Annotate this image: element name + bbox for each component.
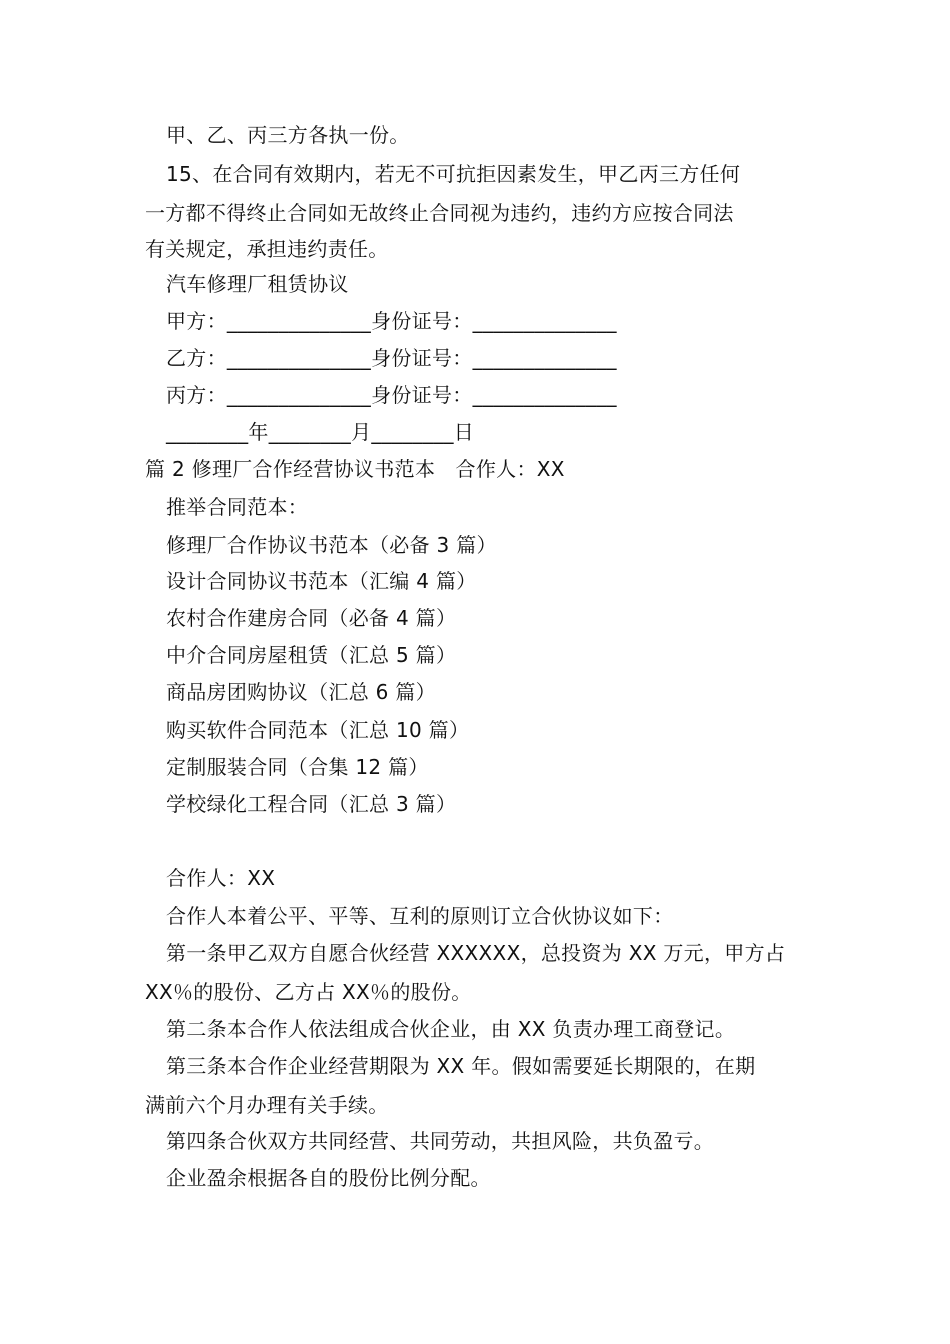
text-line: 第一条甲乙双方自愿合伙经营 XXXXXX，总投资为 XX 万元，甲方占 [166,941,786,965]
text-line: 汽车修理厂租赁协议 [166,272,349,296]
text-line: ________年________月________日 [166,420,475,444]
list-item: 设计合同协议书范本（汇编 4 篇） [166,569,477,593]
text-line: 合作人本着公平、平等、互利的原则订立合伙协议如下： [166,904,674,928]
list-item: 学校绿化工程合同（汇总 3 篇） [166,792,457,816]
text-line: 一方都不得终止合同如无故终止合同视为违约，违约方应按合同法 [145,201,734,225]
text-line: 甲方：______________身份证号：______________ [166,309,617,333]
text-line: 第二条本合作人依法组成合伙企业，由 XX 负责办理工商登记。 [166,1017,736,1041]
list-item: 购买软件合同范本（汇总 10 篇） [166,718,470,742]
list-item: 修理厂合作协议书范本（必备 3 篇） [166,533,497,557]
text-line: 第四条合伙双方共同经营、共同劳动，共担风险，共负盈亏。 [166,1129,715,1153]
text-line: 15、在合同有效期内，若无不可抗拒因素发生，甲乙丙三方任何 [166,162,741,186]
text-line: 推举合同范本： [166,495,309,519]
section-heading: 篇 2 修理厂合作经营协议书范本 合作人：XX [145,457,565,481]
text-line: 第三条本合作企业经营期限为 XX 年。假如需要延长期限的，在期 [166,1054,756,1078]
text-line: 有关规定，承担违约责任。 [145,237,389,261]
text-line: 企业盈余根据各自的股份比例分配。 [166,1166,491,1190]
text-line: 乙方：______________身份证号：______________ [166,346,617,370]
list-item: 定制服装合同（合集 12 篇） [166,755,429,779]
text-line: 丙方：______________身份证号：______________ [166,383,617,407]
list-item: 农村合作建房合同（必备 4 篇） [166,606,457,630]
text-line: 满前六个月办理有关手续。 [145,1093,389,1117]
text-line: 甲、乙、丙三方各执一份。 [166,123,410,147]
list-item: 商品房团购协议（汇总 6 篇） [166,680,436,704]
list-item: 中介合同房屋租赁（汇总 5 篇） [166,643,457,667]
text-line: XX％的股份、乙方占 XX％的股份。 [145,980,472,1004]
text-line: 合作人：XX [166,866,276,890]
